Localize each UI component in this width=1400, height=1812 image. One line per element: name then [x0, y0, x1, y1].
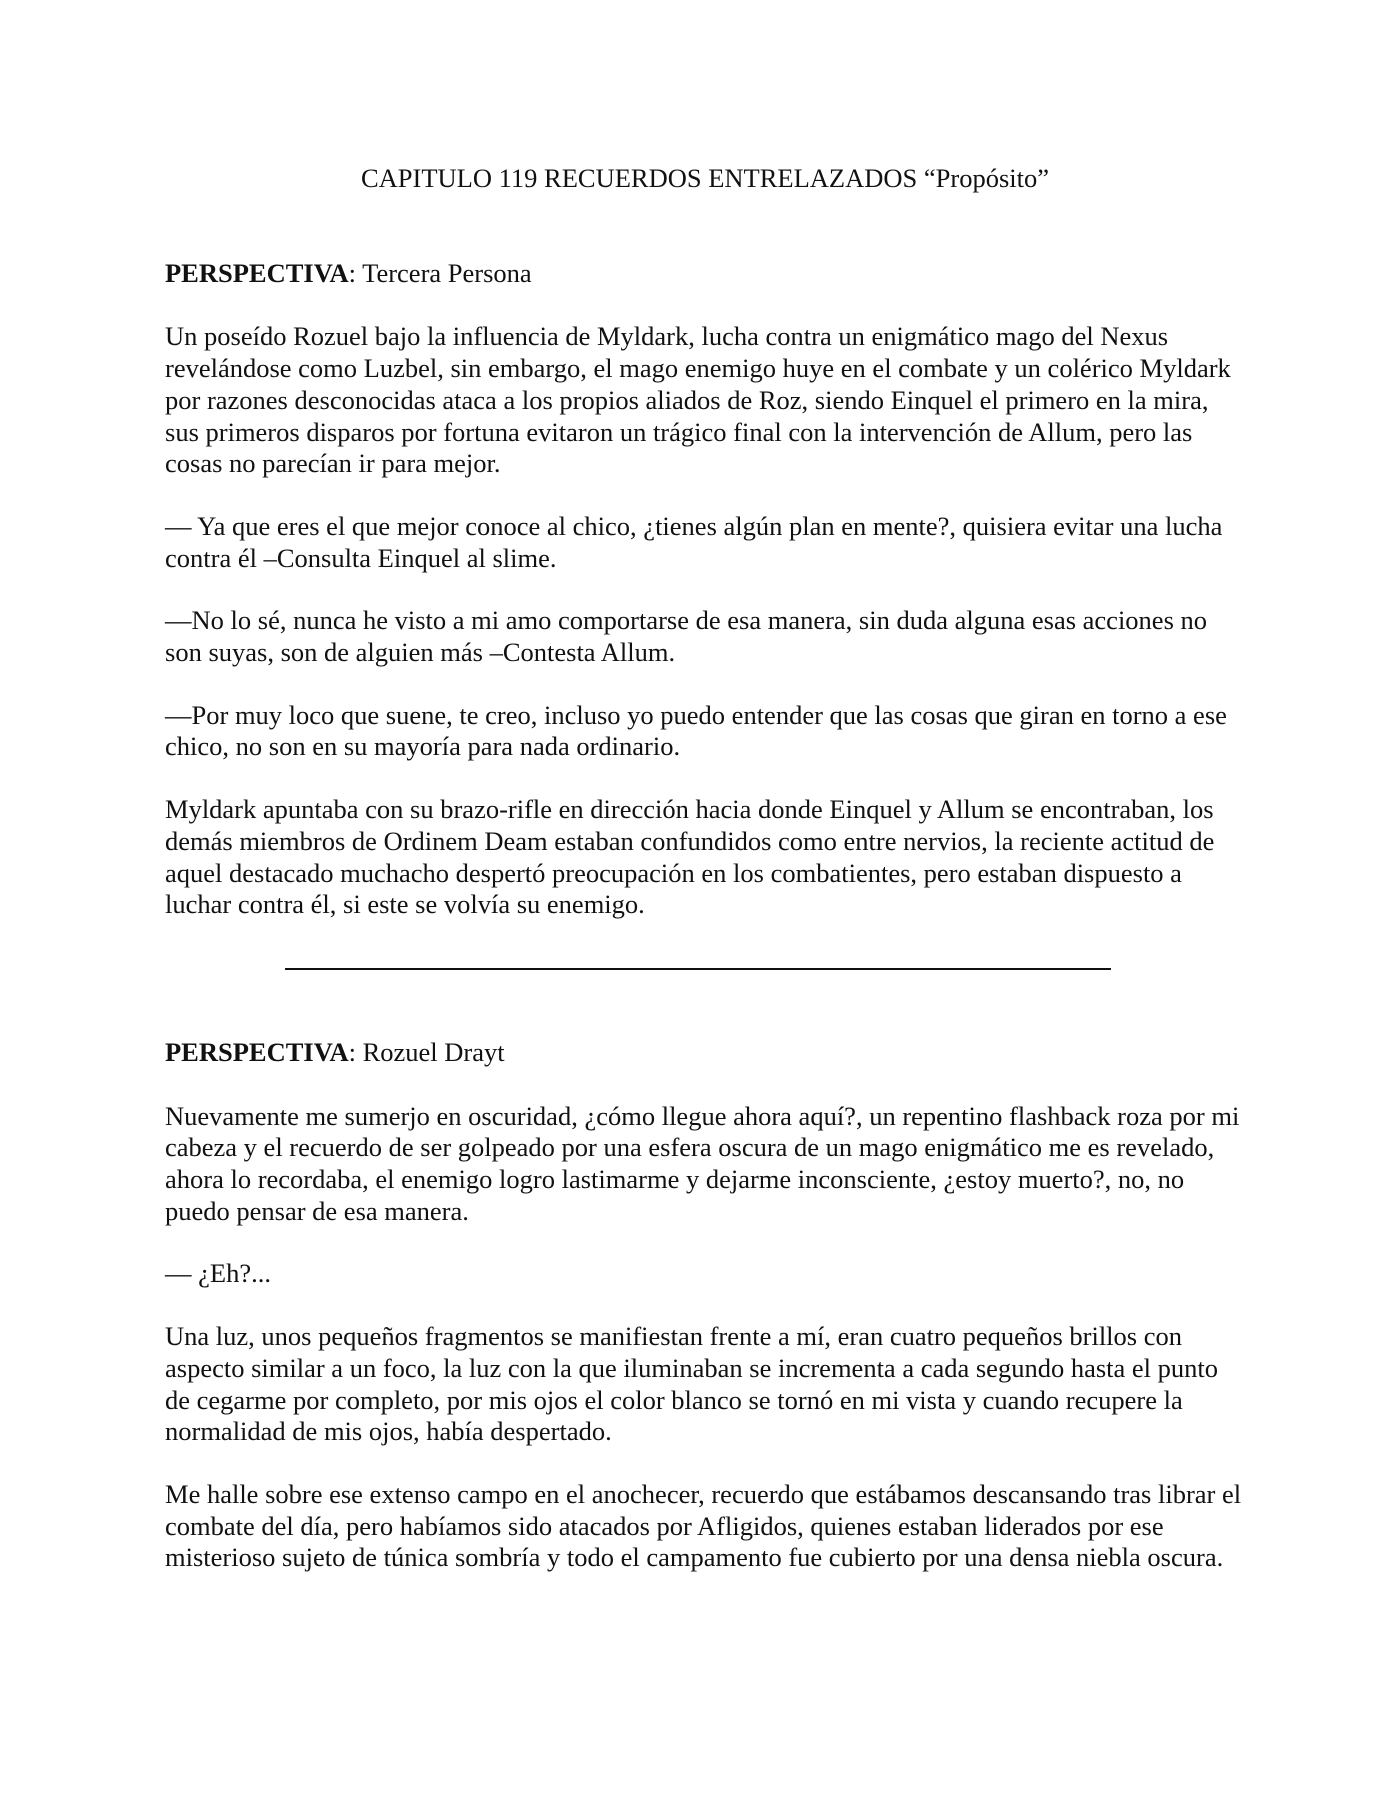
dialogue-paragraph: — ¿Eh?... — [165, 1258, 271, 1289]
perspective-value: Tercera Persona — [355, 257, 532, 288]
paragraph: Me halle sobre ese extenso campo en el anochecer, recuerdo que estábamos descansando tras librar el combate del día, pero habíamos sido atacados por Afligidos, quienes estaban liderados por ese misterioso sujeto de túnica sombría y todo el campamento fue cubierto por una densa niebla oscura. — [165, 1478, 1242, 1573]
perspective-colon: : — [348, 1036, 356, 1067]
chapter-title: CAPITULO 119 RECUERDOS ENTRELAZADOS “Propósito” — [360, 163, 1049, 193]
dialogue-paragraph: — Ya que eres el que mejor conoce al chico, ¿tienes algún plan en mente?, quisiera evitar una lucha contra él –Consulta Einquel al slime. — [165, 510, 1223, 573]
paragraph: Un poseído Rozuel bajo la influencia de Myldark, lucha contra un enigmático mago del Nexus revelándose como Luzbel, sin embargo, el mago enemigo huye en el combate y un colérico Myldark por razones desconocidas ataca a los propios aliados de Roz, siendo Einquel el primero en la mira, sus primeros disparos por fortuna evitaron un trágico final con la intervención de Allum, pero las cosas no parecían ir para mejor. — [165, 321, 1231, 479]
paragraph: Nuevamente me sumerjo en oscuridad, ¿cómo llegue ahora aquí?, un repentino flashback roza por mi cabeza y el recuerdo de ser golpeado por una esfera oscura de un mago enigmático me es revelado, ahora lo recordaba, el enemigo logro lastimarme y dejarme inconsciente, ¿estoy muerto?, no, no puedo pensar de esa manera. — [165, 1100, 1240, 1226]
document-body — [165, 163, 1245, 1574]
paragraph: Una luz, unos pequeños fragmentos se manifiestan frente a mí, eran cuatro pequeños brillos con aspecto similar a un foco, la luz con la que iluminaban se incrementa a cada segundo hasta el punto de cegarme por completo, por mis ojos el color blanco se tornó en mi vista y cuando recupere la normalidad de mis ojos, había despertado. — [165, 1321, 1218, 1447]
perspective-colon: : — [348, 257, 356, 288]
dialogue-paragraph: —No lo sé, nunca he visto a mi amo comportarse de esa manera, sin duda alguna esas acciones no son suyas, son de alguien más –Contesta Allum. — [165, 605, 1208, 668]
perspective-label: PERSPECTIVA — [165, 1036, 349, 1067]
paragraph: Myldark apuntaba con su brazo-rifle en dirección hacia donde Einquel y Allum se encontraban, los demás miembros de Ordinem Deam estaban confundidos como entre nervios, la reciente actitud de aquel destacado muchacho despertó preocupación en los combatientes, pero estaban dispuesto a luchar contra él, si este se volvía su enemigo. — [165, 794, 1215, 920]
dialogue-paragraph: —Por muy loco que suene, te creo, incluso yo puedo entender que las cosas que giran en torno a ese chico, no son en su mayoría para nada ordinario. — [165, 699, 1227, 762]
perspective-heading-2 — [165, 1037, 1245, 1069]
perspective-heading-1 — [165, 258, 1245, 290]
perspective-label: PERSPECTIVA — [165, 257, 349, 288]
perspective-value: Rozuel Drayt — [355, 1036, 505, 1067]
